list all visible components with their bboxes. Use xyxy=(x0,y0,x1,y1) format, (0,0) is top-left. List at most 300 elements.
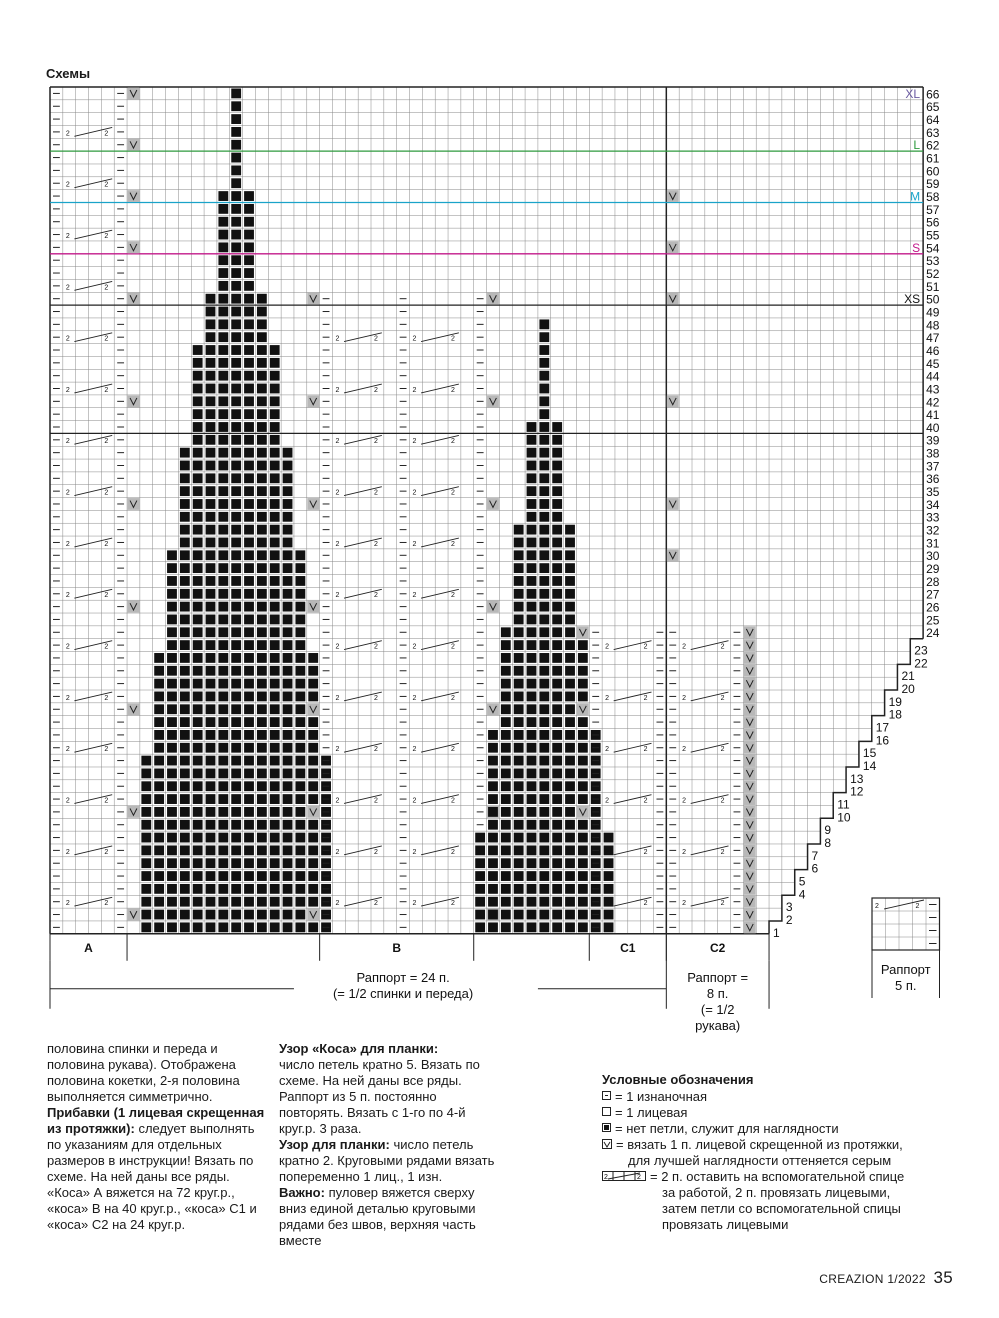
no-stitch-cell xyxy=(565,615,575,625)
no-stitch-cell xyxy=(552,730,562,740)
no-stitch-cell xyxy=(552,538,562,548)
no-stitch-cell xyxy=(206,743,216,753)
cable-number: 2 xyxy=(104,848,109,856)
cable-number: 2 xyxy=(643,643,648,651)
no-stitch-cell xyxy=(193,345,203,355)
no-stitch-cell xyxy=(539,576,549,586)
no-stitch-cell xyxy=(501,653,511,663)
no-stitch-cell xyxy=(180,871,190,881)
no-stitch-cell xyxy=(270,627,280,637)
no-stitch-cell xyxy=(270,550,280,560)
no-stitch-cell xyxy=(539,807,549,817)
cable-number: 2 xyxy=(104,335,109,343)
no-stitch-cell xyxy=(257,448,267,458)
no-stitch-cell xyxy=(231,768,241,778)
no-stitch-cell xyxy=(257,384,267,394)
no-stitch-cell xyxy=(154,679,164,689)
no-stitch-cell xyxy=(218,358,228,368)
no-stitch-cell xyxy=(283,871,293,881)
no-stitch-cell xyxy=(552,563,562,573)
no-stitch-cell xyxy=(257,653,267,663)
no-stitch-cell xyxy=(244,833,254,843)
cable-symbol-icon xyxy=(602,1171,646,1181)
no-stitch-cell xyxy=(539,704,549,714)
no-stitch-cell xyxy=(283,448,293,458)
row-number: 21 xyxy=(901,669,915,684)
no-stitch-cell xyxy=(270,525,280,535)
no-stitch-cell xyxy=(193,871,203,881)
no-stitch-cell xyxy=(231,704,241,714)
no-stitch-cell xyxy=(552,602,562,612)
no-stitch-cell xyxy=(514,833,524,843)
no-stitch-cell xyxy=(154,807,164,817)
no-stitch-cell xyxy=(180,486,190,496)
no-stitch-cell xyxy=(514,858,524,868)
no-stitch-cell xyxy=(231,204,241,214)
no-stitch-cell xyxy=(231,666,241,676)
no-stitch-cell xyxy=(270,396,280,406)
no-stitch-cell xyxy=(180,499,190,509)
no-stitch-cell xyxy=(308,768,318,778)
no-stitch-cell xyxy=(244,807,254,817)
no-stitch-cell xyxy=(270,922,280,932)
no-stitch-cell xyxy=(270,358,280,368)
no-stitch-cell xyxy=(501,717,511,727)
no-stitch-cell xyxy=(308,743,318,753)
no-stitch-cell xyxy=(308,922,318,932)
no-stitch-cell xyxy=(206,332,216,342)
no-stitch-cell xyxy=(270,845,280,855)
cable-number: 2 xyxy=(412,335,417,343)
row-number: 66 xyxy=(926,87,940,102)
row-number: 52 xyxy=(926,266,940,281)
cable-number: 2 xyxy=(451,694,455,702)
no-stitch-cell xyxy=(244,756,254,766)
cable-number: 2 xyxy=(451,438,455,446)
no-stitch-cell xyxy=(527,910,537,920)
no-stitch-cell xyxy=(604,922,614,932)
no-stitch-cell xyxy=(283,461,293,471)
no-stitch-cell xyxy=(244,319,254,329)
cable-number: 2 xyxy=(605,746,610,754)
no-stitch-cell xyxy=(539,833,549,843)
no-stitch-cell xyxy=(231,384,241,394)
no-stitch-cell xyxy=(552,884,562,894)
size-label: XS xyxy=(904,292,921,307)
cable-number: 2 xyxy=(412,438,417,446)
no-stitch-cell xyxy=(552,833,562,843)
legend-text: = нет петли, служит для наглядности xyxy=(615,1121,839,1136)
no-stitch-cell xyxy=(244,653,254,663)
cable-number: 2 xyxy=(104,232,109,240)
no-stitch-cell xyxy=(257,371,267,381)
no-stitch-cell xyxy=(539,743,549,753)
no-stitch-cell xyxy=(565,922,575,932)
no-stitch-cell xyxy=(514,807,524,817)
no-stitch-cell xyxy=(283,602,293,612)
no-stitch-cell xyxy=(180,845,190,855)
no-stitch-cell xyxy=(527,448,537,458)
no-stitch-cell xyxy=(488,910,498,920)
no-stitch-cell xyxy=(244,589,254,599)
no-stitch-cell xyxy=(218,409,228,419)
no-stitch-cell xyxy=(270,640,280,650)
no-stitch-cell xyxy=(257,486,267,496)
no-stitch-cell xyxy=(141,833,151,843)
cable-number: 2 xyxy=(451,386,455,394)
cable-number: 2 xyxy=(65,592,70,600)
cable-number: 2 xyxy=(643,900,648,908)
no-stitch-cell xyxy=(283,563,293,573)
no-stitch-cell xyxy=(167,602,177,612)
no-stitch-cell xyxy=(527,871,537,881)
no-stitch-cell xyxy=(244,666,254,676)
cable-number: 2 xyxy=(720,900,725,908)
no-stitch-cell xyxy=(180,704,190,714)
no-stitch-cell xyxy=(218,538,228,548)
no-stitch-cell xyxy=(167,589,177,599)
no-stitch-cell xyxy=(167,730,177,740)
no-stitch-cell xyxy=(167,615,177,625)
no-stitch-cell xyxy=(552,448,562,458)
no-stitch-cell xyxy=(475,884,485,894)
no-stitch-cell xyxy=(527,794,537,804)
no-stitch-cell xyxy=(514,756,524,766)
no-stitch-cell xyxy=(231,717,241,727)
no-stitch-cell xyxy=(231,884,241,894)
no-stitch-cell xyxy=(206,845,216,855)
row-number: 45 xyxy=(926,356,940,371)
no-stitch-cell xyxy=(180,538,190,548)
cable-number: 2 xyxy=(720,694,725,702)
no-stitch-cell xyxy=(539,538,549,548)
no-stitch-cell xyxy=(552,461,562,471)
no-stitch-cell xyxy=(180,756,190,766)
no-stitch-cell xyxy=(154,704,164,714)
row-number: 59 xyxy=(926,177,940,192)
cable-number: 2 xyxy=(451,540,455,548)
no-stitch-cell xyxy=(527,820,537,830)
row-number: 18 xyxy=(888,707,902,722)
twisted-increase-symbol-icon xyxy=(602,1139,612,1149)
no-stitch-cell xyxy=(565,538,575,548)
cable-number: 2 xyxy=(104,540,109,548)
page-title: Схемы xyxy=(46,66,91,81)
no-stitch-cell xyxy=(244,255,254,265)
no-stitch-cell xyxy=(270,422,280,432)
no-stitch-cell xyxy=(565,653,575,663)
cable-number: 2 xyxy=(335,592,340,600)
cable-number: 2 xyxy=(682,746,687,754)
no-stitch-cell xyxy=(180,858,190,868)
no-stitch-cell xyxy=(231,89,241,99)
no-stitch-cell xyxy=(257,615,267,625)
no-stitch-cell xyxy=(539,422,549,432)
row-number: 3 xyxy=(785,900,793,915)
no-stitch-cell xyxy=(244,396,254,406)
no-stitch-cell xyxy=(527,615,537,625)
no-stitch-cell xyxy=(244,384,254,394)
no-stitch-cell xyxy=(193,422,203,432)
no-stitch-cell xyxy=(218,922,228,932)
no-stitch-cell xyxy=(270,768,280,778)
no-stitch-cell xyxy=(475,845,485,855)
row-number: 38 xyxy=(926,446,940,461)
no-stitch-cell xyxy=(180,730,190,740)
no-stitch-cell xyxy=(270,499,280,509)
no-stitch-cell xyxy=(257,910,267,920)
legend-item-increase xyxy=(602,1137,992,1153)
no-stitch-cell xyxy=(206,563,216,573)
no-stitch-cell xyxy=(167,922,177,932)
no-stitch-cell xyxy=(270,345,280,355)
no-stitch-cell xyxy=(193,358,203,368)
no-stitch-cell xyxy=(206,640,216,650)
no-stitch-cell xyxy=(527,640,537,650)
no-stitch-cell xyxy=(514,576,524,586)
no-stitch-cell xyxy=(539,589,549,599)
no-stitch-cell xyxy=(257,589,267,599)
row-number: 20 xyxy=(901,682,915,697)
no-stitch-cell xyxy=(552,576,562,586)
no-stitch-cell xyxy=(514,679,524,689)
no-stitch-cell xyxy=(270,781,280,791)
no-stitch-cell xyxy=(231,165,241,175)
no-stitch-cell xyxy=(218,461,228,471)
no-stitch-cell xyxy=(552,499,562,509)
no-stitch-cell xyxy=(206,794,216,804)
no-stitch-cell xyxy=(539,550,549,560)
cable-number: 2 xyxy=(412,848,417,856)
no-stitch-cell xyxy=(231,345,241,355)
no-stitch-cell xyxy=(231,589,241,599)
legend-item-purl xyxy=(602,1089,992,1105)
no-stitch-cell xyxy=(527,781,537,791)
no-stitch-cell xyxy=(501,679,511,689)
no-stitch-cell xyxy=(295,717,305,727)
no-stitch-cell xyxy=(193,486,203,496)
no-stitch-cell xyxy=(514,845,524,855)
row-number: 58 xyxy=(926,189,940,204)
no-stitch-cell xyxy=(244,191,254,201)
no-stitch-cell xyxy=(527,692,537,702)
row-number: 2 xyxy=(785,912,793,927)
no-stitch-cell xyxy=(257,871,267,881)
no-stitch-cell xyxy=(565,550,575,560)
no-stitch-cell xyxy=(231,512,241,522)
no-stitch-cell xyxy=(527,499,537,509)
no-stitch-cell xyxy=(475,922,485,932)
cable-number: 2 xyxy=(65,694,70,702)
no-stitch-cell xyxy=(565,743,575,753)
no-stitch-cell xyxy=(283,576,293,586)
no-stitch-cell xyxy=(501,922,511,932)
col2-text-3: пуловер вяжется сверху вниз единой деталью круговыми рядами без швов, верхняя часть вместе xyxy=(279,1185,476,1248)
no-stitch-cell xyxy=(244,448,254,458)
no-stitch-cell xyxy=(167,666,177,676)
no-stitch-cell xyxy=(231,897,241,907)
no-stitch-cell xyxy=(141,871,151,881)
cable-number: 2 xyxy=(374,900,378,908)
no-stitch-cell xyxy=(565,563,575,573)
no-stitch-cell xyxy=(283,499,293,509)
no-stitch-cell xyxy=(231,255,241,265)
no-stitch-cell xyxy=(565,910,575,920)
col1-bold-1: Прибавки (1 лицевая скрещенная из протяжки): xyxy=(47,1105,265,1136)
no-stitch-cell xyxy=(257,807,267,817)
no-stitch-cell xyxy=(218,345,228,355)
no-stitch-cell xyxy=(231,461,241,471)
no-stitch-cell xyxy=(218,371,228,381)
no-stitch-cell xyxy=(244,486,254,496)
no-stitch-cell xyxy=(514,910,524,920)
no-stitch-cell xyxy=(295,833,305,843)
no-stitch-cell xyxy=(308,679,318,689)
cable-number: 2 xyxy=(374,746,378,754)
no-stitch-cell xyxy=(180,910,190,920)
no-stitch-cell xyxy=(295,897,305,907)
no-stitch-cell xyxy=(206,922,216,932)
cable-number: 2 xyxy=(605,797,610,805)
no-stitch-cell xyxy=(283,768,293,778)
row-number: 57 xyxy=(926,202,940,217)
no-stitch-cell xyxy=(475,833,485,843)
no-stitch-cell xyxy=(295,666,305,676)
no-stitch-cell xyxy=(295,627,305,637)
cable-number: 2 xyxy=(104,797,109,805)
no-stitch-cell xyxy=(578,910,588,920)
no-stitch-cell xyxy=(218,294,228,304)
no-stitch-cell xyxy=(257,692,267,702)
no-stitch-cell xyxy=(244,820,254,830)
no-stitch-cell xyxy=(180,922,190,932)
cable-number: 2 xyxy=(104,746,109,754)
no-stitch-cell xyxy=(244,371,254,381)
no-stitch-cell xyxy=(206,602,216,612)
no-stitch-cell xyxy=(206,807,216,817)
no-stitch-cell xyxy=(552,807,562,817)
no-stitch-cell xyxy=(154,910,164,920)
no-stitch-cell xyxy=(539,730,549,740)
row-number: 14 xyxy=(862,758,877,773)
no-stitch-cell xyxy=(206,461,216,471)
no-stitch-cell xyxy=(167,756,177,766)
no-stitch-cell xyxy=(231,242,241,252)
no-stitch-cell xyxy=(539,871,549,881)
no-stitch-cell xyxy=(244,602,254,612)
no-stitch-cell xyxy=(167,550,177,560)
no-stitch-cell xyxy=(218,204,228,214)
no-stitch-cell xyxy=(539,563,549,573)
no-stitch-cell xyxy=(206,781,216,791)
size-label: M xyxy=(910,189,921,204)
cable-number: 2 xyxy=(412,540,417,548)
no-stitch-cell xyxy=(244,204,254,214)
no-stitch-cell xyxy=(206,704,216,714)
no-stitch-cell xyxy=(270,820,280,830)
row-number: 19 xyxy=(888,694,902,709)
cable-number: 2 xyxy=(682,797,687,805)
cable-number: 2 xyxy=(104,284,109,292)
cable-number: 2 xyxy=(335,694,340,702)
no-stitch-cell xyxy=(206,897,216,907)
cable-number: 2 xyxy=(65,130,70,138)
no-stitch-cell xyxy=(514,640,524,650)
cable-number: 2 xyxy=(335,386,340,394)
no-stitch-cell xyxy=(257,768,267,778)
no-stitch-cell xyxy=(578,640,588,650)
no-stitch-cell xyxy=(565,820,575,830)
no-stitch-cell xyxy=(193,730,203,740)
no-stitch-cell xyxy=(193,371,203,381)
col1-text-2: следует выполнять по указаниям для отдельных размеров в инструкции! Вязать по схеме. На ней даны все ряды. «Коса» А вяжется на 72 круг.р., «коса» В на 40 круг.р., «коса» С1 и «коса» С2 на 24 круг.р. xyxy=(47,1121,257,1232)
no-stitch-cell xyxy=(218,576,228,586)
no-stitch-cell xyxy=(539,448,549,458)
no-stitch-cell xyxy=(244,358,254,368)
no-stitch-cell xyxy=(218,230,228,240)
no-stitch-cell xyxy=(167,807,177,817)
no-stitch-cell xyxy=(193,743,203,753)
no-stitch-cell xyxy=(283,512,293,522)
no-stitch-cell xyxy=(218,512,228,522)
no-stitch-cell xyxy=(514,884,524,894)
no-stitch-cell xyxy=(257,332,267,342)
no-stitch-cell xyxy=(218,499,228,509)
legend-title: Условные обозначения xyxy=(602,1072,754,1087)
no-stitch-cell xyxy=(514,666,524,676)
no-stitch-cell xyxy=(231,435,241,445)
no-stitch-cell xyxy=(552,910,562,920)
no-stitch-cell xyxy=(552,512,562,522)
no-stitch-cell xyxy=(565,858,575,868)
cable-number: 2 xyxy=(104,592,109,600)
no-stitch-cell xyxy=(283,858,293,868)
cable-number: 2 xyxy=(412,746,417,754)
cable-number: 2 xyxy=(451,797,455,805)
cable-number: 2 xyxy=(720,643,725,651)
no-stitch-cell xyxy=(501,794,511,804)
row-number: 65 xyxy=(926,100,940,115)
page-footer xyxy=(819,1268,953,1288)
no-stitch-cell xyxy=(552,704,562,714)
no-stitch-cell xyxy=(180,768,190,778)
row-number: 36 xyxy=(926,472,940,487)
no-stitch-cell xyxy=(565,602,575,612)
no-stitch-cell xyxy=(283,692,293,702)
cable-number: 2 xyxy=(65,643,70,651)
no-stitch-cell xyxy=(231,319,241,329)
section-label: C2 xyxy=(710,940,726,955)
no-stitch-cell xyxy=(539,384,549,394)
col2-bold-3: Важно: xyxy=(279,1185,325,1200)
no-stitch-cell xyxy=(231,358,241,368)
no-stitch-cell xyxy=(257,743,267,753)
no-stitch-cell xyxy=(488,845,498,855)
row-number: 27 xyxy=(926,587,940,602)
no-stitch-cell xyxy=(231,101,241,111)
no-stitch-cell xyxy=(218,627,228,637)
no-stitch-cell xyxy=(527,679,537,689)
no-stitch-cell xyxy=(514,897,524,907)
no-stitch-cell xyxy=(218,435,228,445)
legend-item-cable xyxy=(602,1169,992,1185)
no-stitch-cell xyxy=(244,242,254,252)
no-stitch-cell xyxy=(244,525,254,535)
no-stitch-cell xyxy=(270,666,280,676)
no-stitch-cell xyxy=(167,910,177,920)
cable-number: 2 xyxy=(65,489,70,497)
no-stitch-cell xyxy=(218,307,228,317)
